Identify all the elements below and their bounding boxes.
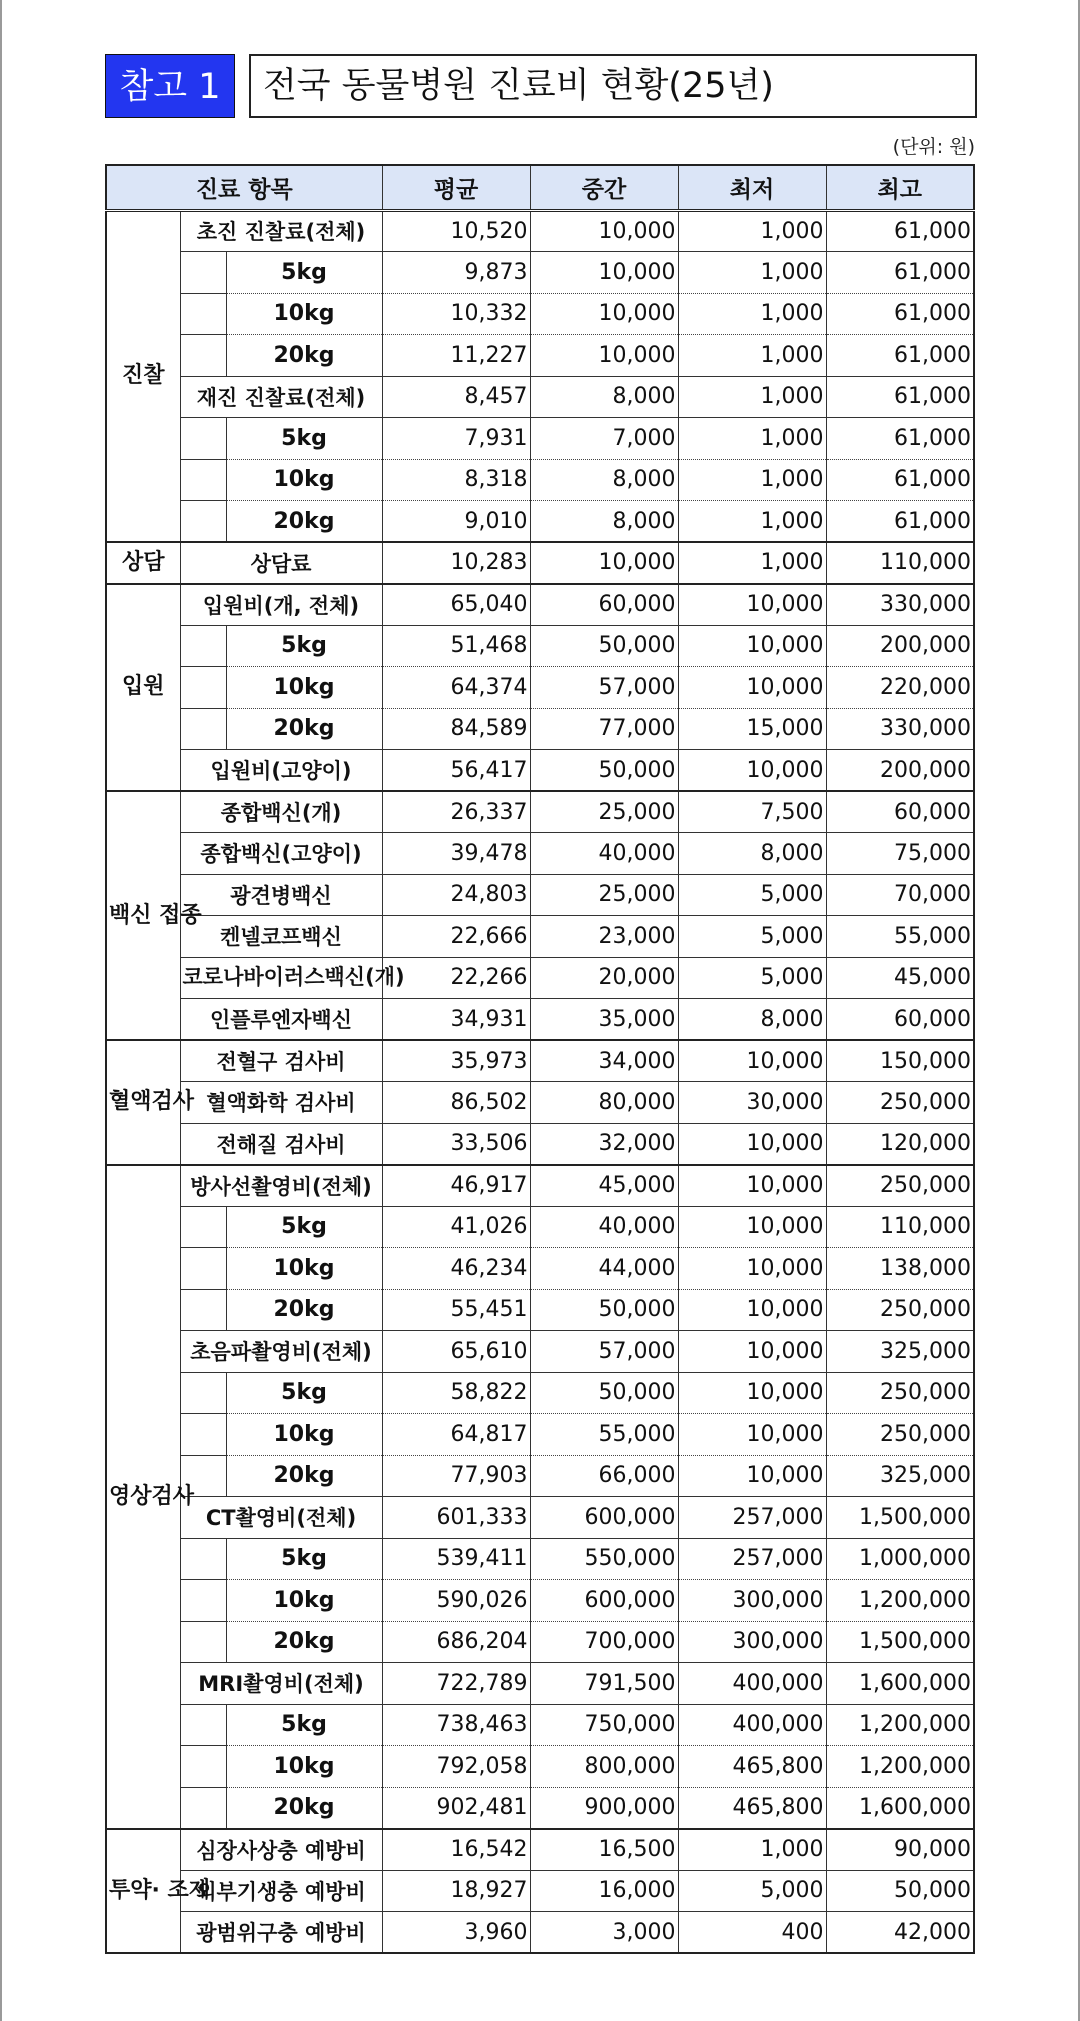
value-max: 61,000 — [826, 418, 974, 460]
value-min: 1,000 — [678, 293, 826, 335]
item-label: 코로나바이러스백신(개) — [180, 957, 382, 999]
indent-gap — [180, 1289, 226, 1331]
value-min: 300,000 — [678, 1621, 826, 1663]
value-min: 465,800 — [678, 1787, 826, 1829]
value-avg: 22,666 — [382, 916, 530, 958]
value-max: 42,000 — [826, 1912, 974, 1954]
value-median: 35,000 — [530, 999, 678, 1041]
table-row — [106, 1455, 974, 1497]
indent-gap — [180, 708, 226, 750]
value-min: 8,000 — [678, 999, 826, 1041]
value-avg: 590,026 — [382, 1580, 530, 1622]
value-max: 250,000 — [826, 1082, 974, 1124]
value-median: 10,000 — [530, 252, 678, 294]
weight-label: 5kg — [226, 1704, 382, 1746]
value-avg: 10,332 — [382, 293, 530, 335]
document-title: 전국 동물병원 진료비 현황(25년) — [249, 54, 977, 118]
item-label: 전해질 검사비 — [180, 1123, 382, 1165]
indent-gap — [180, 1746, 226, 1788]
value-min: 7,500 — [678, 791, 826, 833]
indent-gap — [180, 1538, 226, 1580]
value-avg: 86,502 — [382, 1082, 530, 1124]
value-max: 50,000 — [826, 1870, 974, 1912]
table-row — [106, 1331, 974, 1373]
value-avg: 39,478 — [382, 833, 530, 875]
weight-label: 20kg — [226, 1455, 382, 1497]
value-avg: 56,417 — [382, 750, 530, 792]
item-label: 입원비(고양이) — [180, 750, 382, 792]
value-max: 325,000 — [826, 1455, 974, 1497]
value-avg: 18,927 — [382, 1870, 530, 1912]
weight-label: 20kg — [226, 501, 382, 543]
item-label: 혈액화학 검사비 — [180, 1082, 382, 1124]
value-max: 200,000 — [826, 625, 974, 667]
fee-table-body — [106, 210, 974, 1953]
item-label: 외부기생충 예방비 — [180, 1870, 382, 1912]
table-row — [106, 999, 974, 1041]
value-min: 300,000 — [678, 1580, 826, 1622]
value-max: 1,000,000 — [826, 1538, 974, 1580]
value-avg: 58,822 — [382, 1372, 530, 1414]
table-row — [106, 210, 974, 252]
value-max: 150,000 — [826, 1040, 974, 1082]
value-median: 16,500 — [530, 1829, 678, 1871]
value-min: 10,000 — [678, 1414, 826, 1456]
value-max: 75,000 — [826, 833, 974, 875]
table-row — [106, 1165, 974, 1207]
value-avg: 3,960 — [382, 1912, 530, 1954]
value-median: 900,000 — [530, 1787, 678, 1829]
value-min: 400 — [678, 1912, 826, 1954]
value-median: 50,000 — [530, 625, 678, 667]
value-median: 8,000 — [530, 501, 678, 543]
weight-label: 5kg — [226, 1538, 382, 1580]
indent-gap — [180, 1248, 226, 1290]
value-median: 3,000 — [530, 1912, 678, 1954]
value-median: 32,000 — [530, 1123, 678, 1165]
value-min: 10,000 — [678, 1248, 826, 1290]
value-avg: 65,040 — [382, 584, 530, 626]
value-avg: 10,283 — [382, 542, 530, 584]
value-avg: 84,589 — [382, 708, 530, 750]
value-min: 5,000 — [678, 1870, 826, 1912]
table-row — [106, 1248, 974, 1290]
value-avg: 46,234 — [382, 1248, 530, 1290]
value-avg: 41,026 — [382, 1206, 530, 1248]
category-cell: 백신 접종 — [106, 791, 180, 1040]
category-cell: 입원 — [106, 584, 180, 792]
header-max: 최고 — [826, 165, 974, 210]
value-avg: 11,227 — [382, 335, 530, 377]
table-row — [106, 376, 974, 418]
value-min: 1,000 — [678, 501, 826, 543]
item-label: 심장사상충 예방비 — [180, 1829, 382, 1871]
table-row — [106, 916, 974, 958]
item-label: 방사선촬영비(전체) — [180, 1165, 382, 1207]
table-row — [106, 293, 974, 335]
table-row — [106, 335, 974, 377]
weight-label: 20kg — [226, 335, 382, 377]
value-min: 1,000 — [678, 459, 826, 501]
value-min: 1,000 — [678, 418, 826, 460]
value-max: 330,000 — [826, 708, 974, 750]
value-max: 1,600,000 — [826, 1787, 974, 1829]
weight-label: 5kg — [226, 252, 382, 294]
item-label: 상담료 — [180, 542, 382, 584]
value-median: 23,000 — [530, 916, 678, 958]
value-min: 1,000 — [678, 210, 826, 252]
value-max: 1,200,000 — [826, 1746, 974, 1788]
value-max: 250,000 — [826, 1414, 974, 1456]
value-max: 61,000 — [826, 459, 974, 501]
value-median: 7,000 — [530, 418, 678, 460]
item-label: 종합백신(고양이) — [180, 833, 382, 875]
page-border-left — [0, 0, 2, 2021]
value-min: 5,000 — [678, 916, 826, 958]
value-min: 1,000 — [678, 542, 826, 584]
unit-note: (단위: 원) — [892, 136, 975, 158]
value-max: 60,000 — [826, 791, 974, 833]
value-avg: 46,917 — [382, 1165, 530, 1207]
weight-label: 20kg — [226, 708, 382, 750]
value-max: 325,000 — [826, 1331, 974, 1373]
value-max: 1,500,000 — [826, 1621, 974, 1663]
table-row — [106, 1746, 974, 1788]
value-avg: 902,481 — [382, 1787, 530, 1829]
category-cell: 투약· 조제 — [106, 1829, 180, 1954]
value-avg: 51,468 — [382, 625, 530, 667]
value-min: 10,000 — [678, 1206, 826, 1248]
value-avg: 64,817 — [382, 1414, 530, 1456]
item-label: 재진 진찰료(전체) — [180, 376, 382, 418]
value-max: 1,200,000 — [826, 1704, 974, 1746]
value-median: 34,000 — [530, 1040, 678, 1082]
value-median: 600,000 — [530, 1497, 678, 1539]
weight-label: 5kg — [226, 418, 382, 460]
value-median: 57,000 — [530, 667, 678, 709]
value-median: 44,000 — [530, 1248, 678, 1290]
value-median: 791,500 — [530, 1663, 678, 1705]
value-median: 8,000 — [530, 376, 678, 418]
item-label: 종합백신(개) — [180, 791, 382, 833]
value-min: 10,000 — [678, 1040, 826, 1082]
value-min: 15,000 — [678, 708, 826, 750]
item-label: 초진 진찰료(전체) — [180, 210, 382, 252]
table-row — [106, 874, 974, 916]
value-median: 25,000 — [530, 874, 678, 916]
value-max: 220,000 — [826, 667, 974, 709]
value-max: 61,000 — [826, 210, 974, 252]
value-median: 800,000 — [530, 1746, 678, 1788]
value-max: 110,000 — [826, 542, 974, 584]
weight-label: 10kg — [226, 459, 382, 501]
value-min: 5,000 — [678, 874, 826, 916]
value-min: 8,000 — [678, 833, 826, 875]
value-median: 10,000 — [530, 293, 678, 335]
table-row — [106, 1912, 974, 1954]
weight-label: 5kg — [226, 1372, 382, 1414]
table-row — [106, 1082, 974, 1124]
table-row — [106, 1621, 974, 1663]
value-max: 61,000 — [826, 293, 974, 335]
value-median: 10,000 — [530, 210, 678, 252]
value-avg: 9,873 — [382, 252, 530, 294]
value-median: 45,000 — [530, 1165, 678, 1207]
value-min: 10,000 — [678, 750, 826, 792]
indent-gap — [180, 625, 226, 667]
value-min: 257,000 — [678, 1538, 826, 1580]
value-max: 70,000 — [826, 874, 974, 916]
indent-gap — [180, 667, 226, 709]
value-avg: 22,266 — [382, 957, 530, 999]
value-max: 60,000 — [826, 999, 974, 1041]
table-row — [106, 459, 974, 501]
value-max: 250,000 — [826, 1289, 974, 1331]
value-median: 77,000 — [530, 708, 678, 750]
table-row — [106, 1663, 974, 1705]
table-row — [106, 708, 974, 750]
value-avg: 601,333 — [382, 1497, 530, 1539]
value-median: 10,000 — [530, 542, 678, 584]
value-max: 120,000 — [826, 1123, 974, 1165]
value-median: 25,000 — [530, 791, 678, 833]
value-median: 50,000 — [530, 1372, 678, 1414]
weight-label: 5kg — [226, 1206, 382, 1248]
weight-label: 20kg — [226, 1621, 382, 1663]
table-row — [106, 957, 974, 999]
value-min: 10,000 — [678, 1455, 826, 1497]
value-min: 5,000 — [678, 957, 826, 999]
table-row — [106, 791, 974, 833]
table-row — [106, 1829, 974, 1871]
value-avg: 33,506 — [382, 1123, 530, 1165]
value-max: 138,000 — [826, 1248, 974, 1290]
table-row — [106, 418, 974, 460]
value-avg: 77,903 — [382, 1455, 530, 1497]
table-row — [106, 1372, 974, 1414]
value-median: 80,000 — [530, 1082, 678, 1124]
weight-label: 10kg — [226, 1580, 382, 1622]
value-max: 250,000 — [826, 1372, 974, 1414]
indent-gap — [180, 418, 226, 460]
value-max: 1,500,000 — [826, 1497, 974, 1539]
value-avg: 686,204 — [382, 1621, 530, 1663]
weight-label: 10kg — [226, 667, 382, 709]
value-min: 1,000 — [678, 252, 826, 294]
value-min: 465,800 — [678, 1746, 826, 1788]
value-median: 750,000 — [530, 1704, 678, 1746]
weight-label: 5kg — [226, 625, 382, 667]
table-row — [106, 1123, 974, 1165]
value-max: 55,000 — [826, 916, 974, 958]
value-avg: 35,973 — [382, 1040, 530, 1082]
value-median: 700,000 — [530, 1621, 678, 1663]
table-row — [106, 584, 974, 626]
table-row — [106, 1870, 974, 1912]
weight-label: 10kg — [226, 1414, 382, 1456]
table-row — [106, 750, 974, 792]
indent-gap — [180, 1621, 226, 1663]
value-avg: 26,337 — [382, 791, 530, 833]
table-row — [106, 542, 974, 584]
weight-label: 10kg — [226, 1746, 382, 1788]
value-max: 45,000 — [826, 957, 974, 999]
table-row — [106, 501, 974, 543]
indent-gap — [180, 459, 226, 501]
value-median: 50,000 — [530, 1289, 678, 1331]
value-max: 61,000 — [826, 501, 974, 543]
item-label: 광범위구충 예방비 — [180, 1912, 382, 1954]
reference-badge: 참고 1 — [105, 54, 235, 118]
value-max: 330,000 — [826, 584, 974, 626]
value-median: 57,000 — [530, 1331, 678, 1373]
weight-label: 10kg — [226, 1248, 382, 1290]
indent-gap — [180, 252, 226, 294]
value-min: 10,000 — [678, 1123, 826, 1165]
category-cell: 상담 — [106, 542, 180, 584]
table-row — [106, 1040, 974, 1082]
indent-gap — [180, 1704, 226, 1746]
value-min: 30,000 — [678, 1082, 826, 1124]
value-max: 200,000 — [826, 750, 974, 792]
value-avg: 16,542 — [382, 1829, 530, 1871]
value-median: 550,000 — [530, 1538, 678, 1580]
value-min: 1,000 — [678, 1829, 826, 1871]
table-row — [106, 1497, 974, 1539]
value-median: 55,000 — [530, 1414, 678, 1456]
value-min: 400,000 — [678, 1663, 826, 1705]
header-min: 최저 — [678, 165, 826, 210]
weight-label: 20kg — [226, 1289, 382, 1331]
value-min: 10,000 — [678, 625, 826, 667]
value-avg: 65,610 — [382, 1331, 530, 1373]
value-avg: 539,411 — [382, 1538, 530, 1580]
indent-gap — [180, 293, 226, 335]
value-median: 66,000 — [530, 1455, 678, 1497]
value-median: 50,000 — [530, 750, 678, 792]
table-row — [106, 1538, 974, 1580]
value-max: 250,000 — [826, 1165, 974, 1207]
document-header — [105, 54, 975, 120]
category-cell: 영상검사 — [106, 1165, 180, 1829]
table-header-row — [106, 165, 974, 210]
indent-gap — [180, 1372, 226, 1414]
value-avg: 9,010 — [382, 501, 530, 543]
weight-label: 10kg — [226, 293, 382, 335]
value-avg: 64,374 — [382, 667, 530, 709]
fee-table — [105, 164, 975, 1954]
value-median: 20,000 — [530, 957, 678, 999]
value-avg: 8,457 — [382, 376, 530, 418]
indent-gap — [180, 335, 226, 377]
value-median: 16,000 — [530, 1870, 678, 1912]
value-median: 40,000 — [530, 1206, 678, 1248]
indent-gap — [180, 1580, 226, 1622]
value-min: 257,000 — [678, 1497, 826, 1539]
category-cell: 혈액검사 — [106, 1040, 180, 1165]
value-median: 600,000 — [530, 1580, 678, 1622]
value-max: 110,000 — [826, 1206, 974, 1248]
table-row — [106, 1414, 974, 1456]
weight-label: 20kg — [226, 1787, 382, 1829]
value-avg: 7,931 — [382, 418, 530, 460]
item-label: 켄넬코프백신 — [180, 916, 382, 958]
value-avg: 722,789 — [382, 1663, 530, 1705]
value-min: 10,000 — [678, 1165, 826, 1207]
header-avg: 평균 — [382, 165, 530, 210]
value-avg: 55,451 — [382, 1289, 530, 1331]
value-min: 1,000 — [678, 376, 826, 418]
item-label: 전혈구 검사비 — [180, 1040, 382, 1082]
indent-gap — [180, 1414, 226, 1456]
value-median: 8,000 — [530, 459, 678, 501]
value-min: 10,000 — [678, 1331, 826, 1373]
value-avg: 8,318 — [382, 459, 530, 501]
item-label: 초음파촬영비(전체) — [180, 1331, 382, 1373]
table-row — [106, 625, 974, 667]
value-median: 40,000 — [530, 833, 678, 875]
item-label: MRI촬영비(전체) — [180, 1663, 382, 1705]
value-avg: 792,058 — [382, 1746, 530, 1788]
value-min: 10,000 — [678, 667, 826, 709]
value-min: 1,000 — [678, 335, 826, 377]
value-avg: 24,803 — [382, 874, 530, 916]
value-min: 10,000 — [678, 1372, 826, 1414]
value-median: 60,000 — [530, 584, 678, 626]
table-row — [106, 667, 974, 709]
item-label: 입원비(개, 전체) — [180, 584, 382, 626]
value-max: 1,600,000 — [826, 1663, 974, 1705]
value-avg: 738,463 — [382, 1704, 530, 1746]
table-row — [106, 1787, 974, 1829]
value-min: 10,000 — [678, 1289, 826, 1331]
value-max: 61,000 — [826, 252, 974, 294]
indent-gap — [180, 1787, 226, 1829]
value-avg: 10,520 — [382, 210, 530, 252]
value-max: 90,000 — [826, 1829, 974, 1871]
item-label: CT촬영비(전체) — [180, 1497, 382, 1539]
value-min: 400,000 — [678, 1704, 826, 1746]
value-avg: 34,931 — [382, 999, 530, 1041]
table-row — [106, 1704, 974, 1746]
table-row — [106, 252, 974, 294]
indent-gap — [180, 1206, 226, 1248]
value-max: 61,000 — [826, 376, 974, 418]
header-median: 중간 — [530, 165, 678, 210]
item-label: 인플루엔자백신 — [180, 999, 382, 1041]
item-label: 광견병백신 — [180, 874, 382, 916]
value-median: 10,000 — [530, 335, 678, 377]
table-row — [106, 1580, 974, 1622]
value-max: 1,200,000 — [826, 1580, 974, 1622]
table-row — [106, 833, 974, 875]
value-max: 61,000 — [826, 335, 974, 377]
table-row — [106, 1289, 974, 1331]
table-row — [106, 1206, 974, 1248]
header-item: 진료 항목 — [106, 165, 382, 210]
indent-gap — [180, 501, 226, 543]
category-cell: 진찰 — [106, 210, 180, 542]
value-min: 10,000 — [678, 584, 826, 626]
